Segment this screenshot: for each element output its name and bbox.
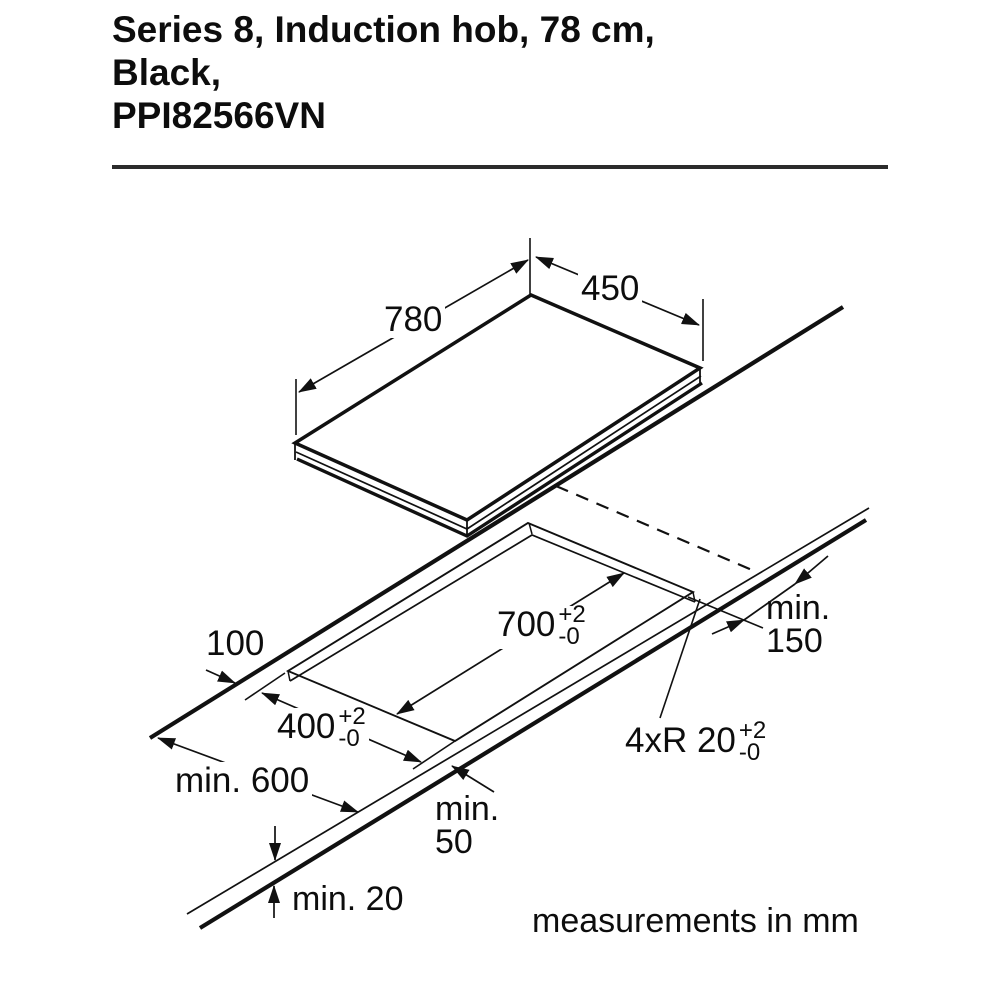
dim-side-clearance-line-2: 150 — [766, 622, 823, 660]
tolerance-plus: +2 — [338, 703, 366, 730]
dim-side-clearance-label — [766, 589, 831, 660]
header-divider — [112, 165, 888, 169]
measurement-unit-note: measurements in mm — [532, 902, 859, 940]
dim-hob-width-label: 780 — [381, 301, 445, 338]
hob-outline — [295, 295, 702, 537]
corner-radius-leader — [660, 599, 700, 718]
dim-cutout-length-tolerance — [558, 601, 586, 650]
dim-corner-radius-tolerance — [738, 717, 767, 766]
dim-front-clearance-label — [435, 790, 500, 861]
tolerance-plus: +2 — [738, 717, 767, 744]
dim-front-clearance-line-1: min. — [435, 790, 500, 828]
page-title — [112, 8, 655, 137]
page-title-line-1: Series 8, Induction hob, 78 cm, — [112, 9, 655, 50]
dim-cutout-length-value: 700 — [497, 605, 556, 644]
dim-cutout-width-value: 400 — [277, 707, 336, 746]
tolerance-minus: -0 — [338, 725, 360, 752]
page-title-line-2: Black, — [112, 52, 222, 93]
tolerance-minus: -0 — [738, 739, 761, 766]
dim-corner-radius-label — [625, 717, 767, 766]
dim-under-clearance-label: min. 20 — [292, 880, 404, 918]
dim-worktop-depth-label: min. 600 — [172, 762, 312, 799]
page-title-line-3: PPI82566VN — [112, 95, 326, 136]
dim-cutout-length-label — [494, 601, 589, 650]
tolerance-minus: -0 — [558, 623, 580, 650]
dim-rear-clearance-label: 100 — [206, 624, 265, 663]
dim-corner-radius-value: 4xR 20 — [625, 721, 736, 760]
dim-cutout-width-tolerance — [338, 703, 366, 752]
dim-hob-depth-label: 450 — [578, 270, 642, 307]
dim-side-clearance-line-1: min. — [766, 589, 831, 627]
dim-front-clearance-line-2: 50 — [435, 823, 473, 861]
dim-cutout-width-label — [274, 703, 369, 752]
tolerance-plus: +2 — [558, 601, 586, 628]
